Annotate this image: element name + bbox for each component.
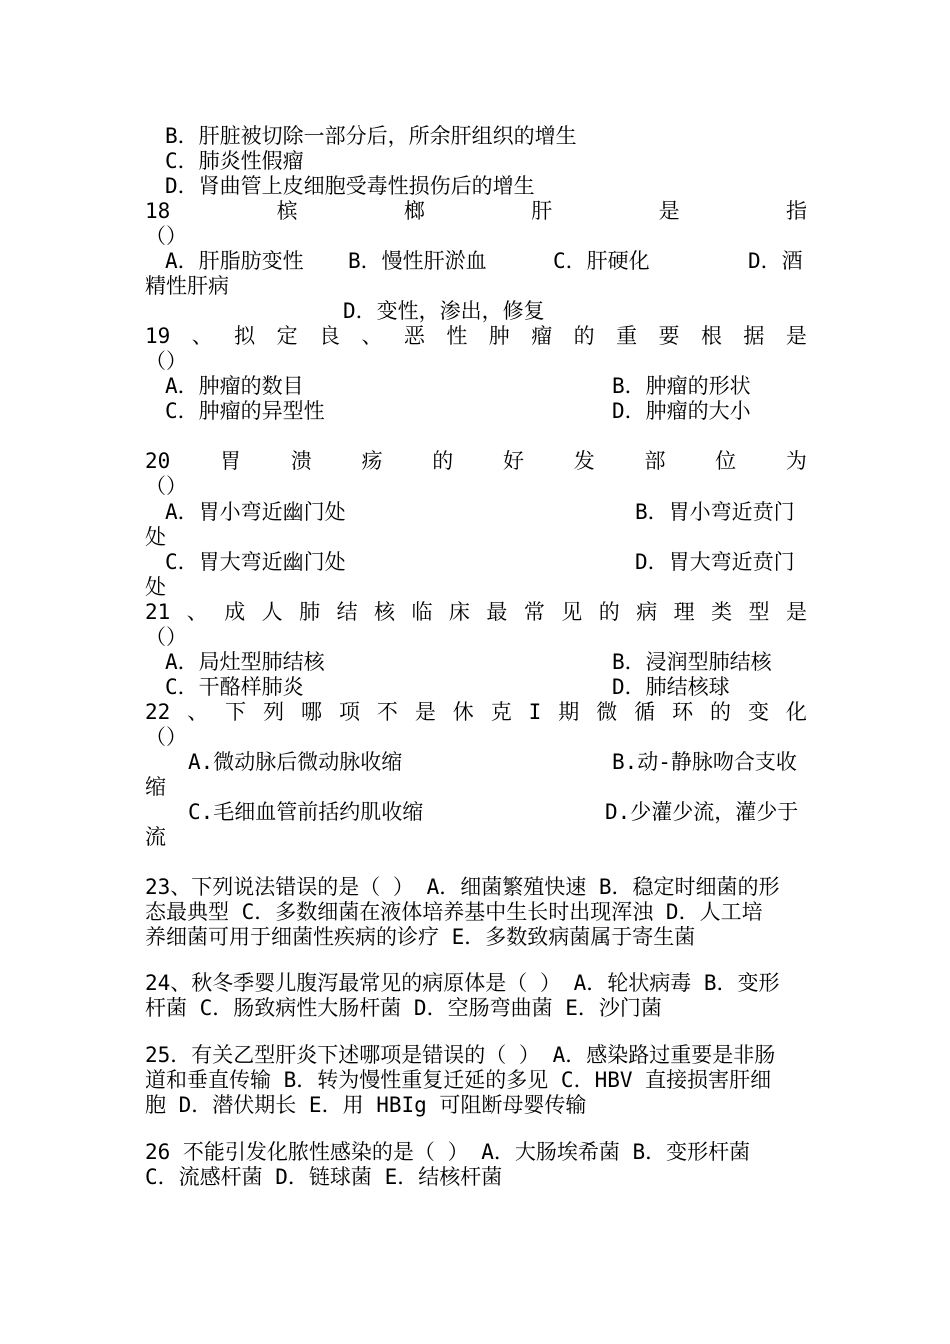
q24-line: 24、秋冬季婴儿腹泻最常见的病原体是（ ） A．轮状病毒 B．变形 xyxy=(145,971,780,995)
q20-word: 的 xyxy=(432,449,454,473)
q18-stem xyxy=(145,199,807,224)
q19-word: 、 xyxy=(361,324,383,348)
q18-option-d: D．酒 xyxy=(748,249,803,273)
q19-word: 恶 xyxy=(403,324,425,348)
q22-word: I xyxy=(528,700,542,724)
q23-line: 养细菌可用于细菌性疾病的诊疗 E．多数致病菌属于寄生菌 xyxy=(145,925,696,949)
q21-word: 病 xyxy=(636,600,658,624)
q21-word: 最 xyxy=(486,600,508,624)
q20-option-b-cont: 处 xyxy=(145,525,166,549)
q17-option-d: D．肾曲管上皮细胞受毒性损伤后的增生 xyxy=(165,174,535,198)
q18-option-a: A．肝脂肪变性 xyxy=(165,249,304,273)
q21-word: 临 xyxy=(411,600,433,624)
q22-option-d-cont: 流 xyxy=(145,825,166,849)
q25-line: 25．有关乙型肝炎下述哪项是错误的（ ） A．感染路过重要是非肠 xyxy=(145,1043,776,1067)
q21-word: 床 xyxy=(448,600,470,624)
q19-word: 19 xyxy=(145,324,171,348)
q22-word: 、 xyxy=(187,700,209,724)
q19-stem xyxy=(145,324,807,349)
q20-word: 位 xyxy=(715,449,737,473)
q22-word: 不 xyxy=(376,700,398,724)
q20-option-c: C．胃大弯近幽门处 xyxy=(165,550,346,574)
q19-word: 良 xyxy=(319,324,341,348)
q22-word: 环 xyxy=(672,700,694,724)
q19-word: 根 xyxy=(700,324,722,348)
q23-line: 态最典型 C．多数细菌在液体培养基中生长时出现浑浊 D．人工培 xyxy=(145,900,763,924)
q21-option-d: D．肺结核球 xyxy=(612,675,730,699)
q19-word: 瘤 xyxy=(531,324,553,348)
q18-word: 是 xyxy=(658,199,680,223)
q19-word: 是 xyxy=(785,324,807,348)
q19-option-b: B．肿瘤的形状 xyxy=(612,374,751,398)
q19-word: 肿 xyxy=(488,324,510,348)
q21-word: 结 xyxy=(336,600,358,624)
q21-word: 、 xyxy=(186,600,208,624)
q22-answer-paren: （） xyxy=(145,725,187,749)
q22-word: 化 xyxy=(785,700,807,724)
q21-word: 的 xyxy=(598,600,620,624)
q19-word: 重 xyxy=(616,324,638,348)
q22-option-b-cont: 缩 xyxy=(145,775,166,799)
q26-line: 26 不能引发化脓性感染的是（ ） A．大肠埃希菌 B．变形杆菌 xyxy=(145,1140,751,1164)
q22-word: 微 xyxy=(596,700,618,724)
q22-word: 变 xyxy=(747,700,769,724)
q22-option-b: B.动-静脉吻合支收 xyxy=(612,750,797,774)
q21-answer-paren: （） xyxy=(145,625,187,649)
q22-word: 项 xyxy=(338,700,360,724)
q19-answer-paren: （） xyxy=(145,349,187,373)
q20-word: 部 xyxy=(644,449,666,473)
q19-option-d: D．肿瘤的大小 xyxy=(612,399,751,423)
q22-word: 的 xyxy=(710,700,732,724)
q18-word: 榔 xyxy=(403,199,425,223)
q21-word: 核 xyxy=(374,600,396,624)
q21-word: 肺 xyxy=(299,600,321,624)
q21-word: 21 xyxy=(145,600,171,624)
q18-option-b: B．慢性肝淤血 xyxy=(348,249,487,273)
q18-option-d-cont: 精性肝病 xyxy=(145,274,229,298)
q22-word: 22 xyxy=(145,700,171,724)
q18-word: 指 xyxy=(785,199,807,223)
q26-line: C．流感杆菌 D．链球菌 E．结核杆菌 xyxy=(145,1165,503,1189)
q19-word: 据 xyxy=(743,324,765,348)
q22-word: 下 xyxy=(225,700,247,724)
q18-word: 18 xyxy=(145,199,171,223)
q22-option-d: D.少灌少流，灌少于 xyxy=(605,800,799,824)
q22-word: 循 xyxy=(634,700,656,724)
q22-option-c: C.毛细血管前括约肌收缩 xyxy=(188,800,424,824)
q18-option-c: C．肝硬化 xyxy=(553,249,650,273)
q22-word: 克 xyxy=(490,700,512,724)
q20-answer-paren: （） xyxy=(145,474,187,498)
q23-line: 23、下列说法错误的是（ ） A．细菌繁殖快速 B．稳定时细菌的形 xyxy=(145,875,780,899)
q20-stem xyxy=(145,449,807,474)
q22-word: 列 xyxy=(263,700,285,724)
q21-word: 人 xyxy=(261,600,283,624)
q17-option-c: C．肺炎性假瘤 xyxy=(165,149,304,173)
q22-word: 休 xyxy=(452,700,474,724)
q21-word: 常 xyxy=(523,600,545,624)
q21-word: 理 xyxy=(673,600,695,624)
q20-option-a: A．胃小弯近幽门处 xyxy=(165,500,346,524)
q22-word: 是 xyxy=(414,700,436,724)
q21-option-a: A．局灶型肺结核 xyxy=(165,650,325,674)
q21-word: 是 xyxy=(786,600,807,624)
q24-line: 杆菌 C．肠致病性大肠杆菌 D．空肠弯曲菌 E．沙门菌 xyxy=(145,996,662,1020)
q20-word: 好 xyxy=(502,449,524,473)
q20-word: 20 xyxy=(145,449,171,473)
q20-word: 为 xyxy=(785,449,807,473)
q17-option-b: B．肝脏被切除一部分后，所余肝组织的增生 xyxy=(165,124,577,148)
q18-answer-paren: （） xyxy=(145,224,187,248)
q20-word: 发 xyxy=(573,449,595,473)
q19-word: 性 xyxy=(446,324,468,348)
q19-option-c: C．肿瘤的异型性 xyxy=(165,399,325,423)
q19-word: 拟 xyxy=(234,324,256,348)
q20-word: 疡 xyxy=(361,449,383,473)
q21-word: 见 xyxy=(561,600,583,624)
q25-line: 胞 D．潜伏期长 E．用 HBIg 可阻断母婴传输 xyxy=(145,1093,587,1117)
q20-option-b: B．胃小弯近贲门 xyxy=(635,500,795,524)
q18-stray-option: D．变性，渗出，修复 xyxy=(343,299,545,323)
q21-option-c: C．干酪样肺炎 xyxy=(165,675,304,699)
q20-option-d: D．胃大弯近贲门 xyxy=(635,550,795,574)
q22-word: 期 xyxy=(558,700,580,724)
q22-word: 哪 xyxy=(301,700,323,724)
q19-word: 、 xyxy=(191,324,213,348)
q22-stem xyxy=(145,700,807,725)
q20-word: 溃 xyxy=(290,449,312,473)
q21-word: 类 xyxy=(711,600,733,624)
q21-word: 成 xyxy=(224,600,246,624)
q19-option-a: A．肿瘤的数目 xyxy=(165,374,304,398)
q18-word: 槟 xyxy=(276,199,298,223)
q19-word: 的 xyxy=(573,324,595,348)
q21-stem xyxy=(145,600,807,625)
q22-option-a: A.微动脉后微动脉收缩 xyxy=(188,750,403,774)
q21-word: 型 xyxy=(748,600,770,624)
q25-line: 道和垂直传输 B．转为慢性重复迁延的多见 C．HBV 直接损害肝细 xyxy=(145,1068,772,1092)
q20-word: 胃 xyxy=(220,449,242,473)
q20-option-d-cont: 处 xyxy=(145,575,166,599)
q19-word: 定 xyxy=(276,324,298,348)
q18-word: 肝 xyxy=(531,199,553,223)
q19-word: 要 xyxy=(658,324,680,348)
q21-option-b: B．浸润型肺结核 xyxy=(612,650,772,674)
